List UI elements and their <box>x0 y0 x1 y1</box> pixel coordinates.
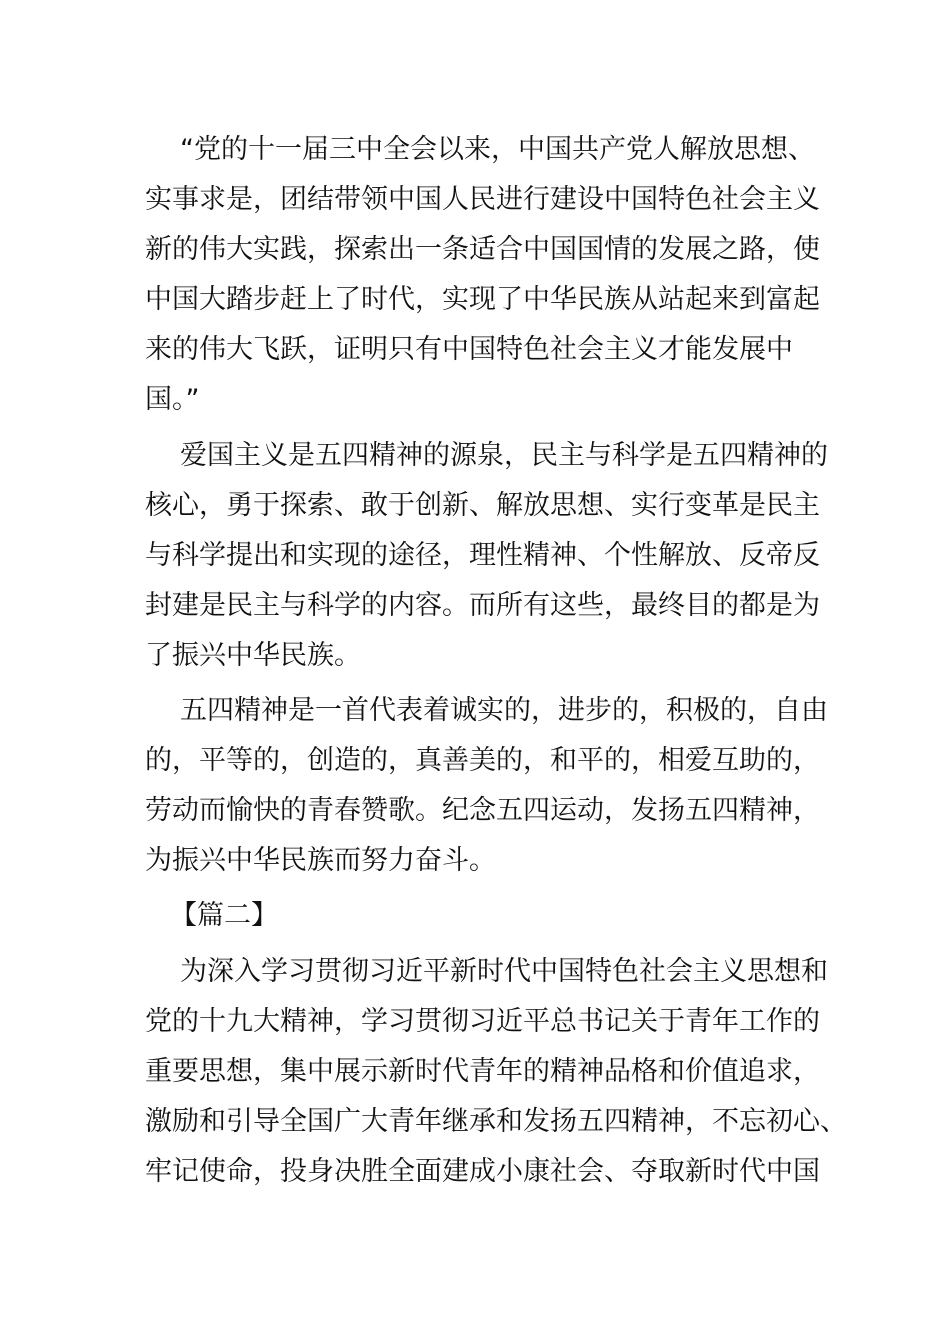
paragraph-may-fourth-line: 五四精神是一首代表着诚实的，进步的，积极的，自由 <box>180 695 828 726</box>
paragraph-quote-line: 国。” <box>145 384 200 415</box>
paragraph-patriotism-line: 核心，勇于探索、敢于创新、解放思想、实行变革是民主 <box>145 490 820 521</box>
paragraph-study-line: 激励和引导全国广大青年继承和发扬五四精神，不忘初心、 <box>145 1106 847 1137</box>
paragraph-patriotism-line: 了振兴中华民族。 <box>145 640 361 671</box>
paragraph-quote-line: “党的十一届三中全会以来，中国共产党人解放思想、 <box>180 134 815 165</box>
paragraph-study-line: 重要思想，集中展示新时代青年的精神品格和价值追求， <box>145 1056 820 1087</box>
paragraph-quote-line: 新的伟大实践，探索出一条适合中国国情的发展之路，使 <box>145 234 820 265</box>
paragraph-may-fourth-line: 为振兴中华民族而努力奋斗。 <box>145 845 496 876</box>
paragraph-quote-line: 中国大踏步赶上了时代，实现了中华民族从站起来到富起 <box>145 284 820 315</box>
paragraph-quote-line: 实事求是，团结带领中国人民进行建设中国特色社会主义 <box>145 184 820 215</box>
paragraph-patriotism-line: 封建是民主与科学的内容。而所有这些，最终目的都是为 <box>145 590 820 621</box>
paragraph-study-line: 党的十九大精神，学习贯彻习近平总书记关于青年工作的 <box>145 1006 820 1037</box>
paragraph-may-fourth-line: 的，平等的，创造的，真善美的，和平的，相爱互助的， <box>145 745 820 776</box>
paragraph-study-line: 为深入学习贯彻习近平新时代中国特色社会主义思想和 <box>180 956 828 987</box>
paragraph-may-fourth-line: 劳动而愉快的青春赞歌。纪念五四运动，发扬五四精神， <box>145 795 820 826</box>
paragraph-study-line: 牢记使命，投身决胜全面建成小康社会、夺取新时代中国 <box>145 1156 820 1187</box>
section-heading: 【篇二】 <box>170 900 278 931</box>
paragraph-quote-line: 来的伟大飞跃，证明只有中国特色社会主义才能发展中 <box>145 334 793 365</box>
paragraph-patriotism-line: 与科学提出和实现的途径，理性精神、个性解放、反帝反 <box>145 540 820 571</box>
paragraph-patriotism-line: 爱国主义是五四精神的源泉，民主与科学是五四精神的 <box>180 440 828 471</box>
